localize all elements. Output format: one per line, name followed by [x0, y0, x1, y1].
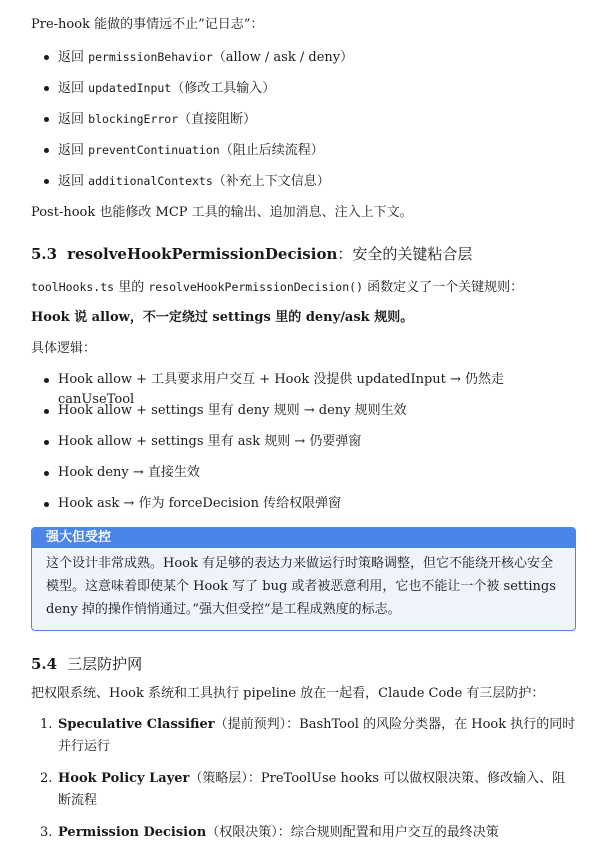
- callout-body: 这个设计非常成熟。Hook 有足够的表达力来做运行时策略调整，但它不能绕开核心安全模型。这意味着即使某个 Hook 写了 bug 或者被恶意利用，它也不能让一个被 settings deny 掉的操作悄悄通过。”强大但受控”是工程成熟度的标志。: [46, 556, 556, 617]
- bullet-icon: [44, 502, 49, 507]
- logic-label: 具体逻辑：: [31, 341, 97, 356]
- callout-title: 强大但受控: [32, 528, 575, 548]
- list-item: Hook allow + 工具要求用户交互 + Hook 没提供 updatedInput → 仍然走 canUseTool: [58, 372, 505, 407]
- list-item: Hook ask → 作为 forceDecision 传给权限弹窗: [58, 496, 342, 511]
- bullet-icon: [44, 86, 49, 91]
- list-item: Hook Policy Layer（策略层）：PreToolUse hooks 可以做权限决策、修改输入、阻断流程: [58, 771, 566, 808]
- list-item: 返回 preventContinuation（阻止后续流程）: [58, 143, 324, 158]
- section54-intro: 把权限系统、Hook 系统和工具执行 pipeline 放在一起看，Claude Code 有三层防护：: [31, 686, 545, 701]
- bullet-icon: [44, 378, 49, 383]
- list-item: Hook deny → 直接生效: [58, 465, 200, 480]
- rule-text: Hook 说 allow，不一定绕过 settings 里的 deny/ask 规则。: [31, 310, 414, 325]
- bullet-icon: [44, 148, 49, 153]
- list-item: 返回 permissionBehavior（allow / ask / deny）: [58, 50, 354, 65]
- bullet-icon: [44, 471, 49, 476]
- list-number: 1.: [40, 717, 53, 732]
- list-item: 返回 additionalContexts（补充上下文信息）: [58, 174, 330, 189]
- list-item: Speculative Classifier（提前预判）：BashTool 的风险分类器，在 Hook 执行的同时并行运行: [58, 717, 576, 754]
- list-number: 2.: [40, 771, 53, 786]
- bullet-icon: [44, 117, 49, 122]
- list-item: Hook allow + settings 里有 ask 规则 → 仍要弹窗: [58, 434, 362, 449]
- toolhooks-text: toolHooks.ts 里的 resolveHookPermissionDecision() 函数定义了一个关键规则：: [31, 280, 524, 295]
- list-number: 3.: [40, 825, 53, 840]
- posthook-text: Post-hook 也能修改 MCP 工具的输出、追加消息、注入上下文。: [31, 205, 413, 220]
- bullet-icon: [44, 440, 49, 445]
- bullet-icon: [44, 179, 49, 184]
- list-item: 返回 updatedInput（修改工具输入）: [58, 81, 276, 96]
- list-item: Permission Decision（权限决策）：综合规则配置和用户交互的最终决策: [58, 825, 499, 840]
- list-item: Hook allow + settings 里有 deny 规则 → deny 规则生效: [58, 403, 407, 418]
- intro-text: Pre-hook 能做的事情远不止”记日志”：: [31, 17, 264, 32]
- section-heading-5-3: 5.3 resolveHookPermissionDecision：安全的关键粘合层: [31, 245, 473, 263]
- section-heading-5-4: 5.4 三层防护网: [31, 655, 143, 673]
- bullet-icon: [44, 409, 49, 414]
- callout-box: [31, 527, 576, 631]
- bullet-icon: [44, 55, 49, 60]
- list-item: 返回 blockingError（直接阻断）: [58, 112, 257, 127]
